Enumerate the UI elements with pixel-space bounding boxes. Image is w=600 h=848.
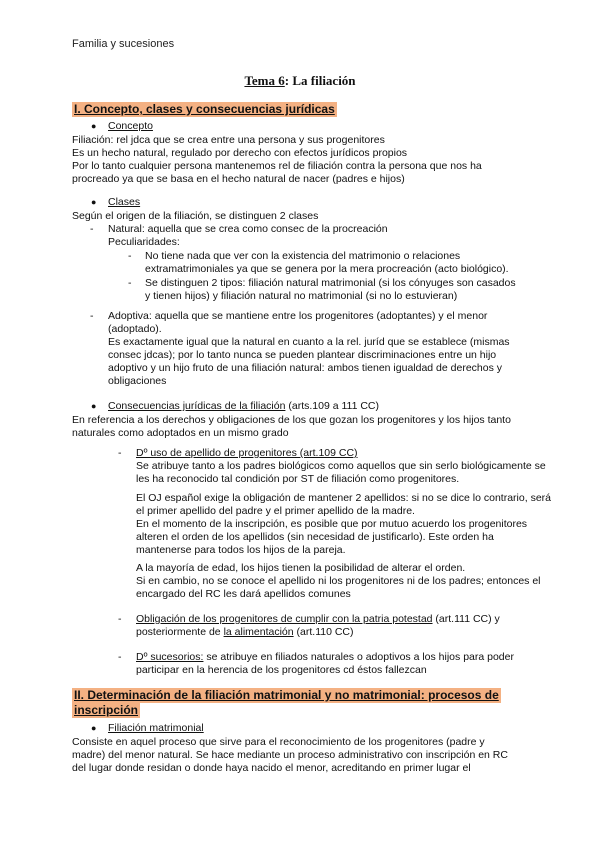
text-line: Según el origen de la filiación, se distinguen 2 clases: [72, 210, 319, 222]
dash-icon: -: [90, 310, 94, 322]
text-line: extramatrimoniales ya que se genera por la mera procreación (acto biológico).: [145, 263, 509, 275]
bullet-dot-icon: ●: [91, 121, 97, 131]
dash-icon: -: [118, 613, 122, 625]
item-obligacion-line1: [136, 613, 500, 626]
dash-icon: -: [128, 250, 132, 262]
text-line: mantenerse para todos los hijos de la pareja.: [136, 544, 346, 556]
consecuencias-underlined: Consecuencias jurídicas de la filiación: [108, 400, 286, 412]
text-line: alteren el orden de los apellidos (sin necesidad de justificarlo). Este orden ha: [136, 531, 494, 543]
bullet-dot-icon: ●: [91, 197, 97, 207]
text-line: Se distinguen 2 tipos: filiación natural matrimonial (si los cónyuges son casados: [145, 277, 516, 289]
sucesorios-underlined: Dº sucesorios:: [136, 651, 204, 663]
page-title: [0, 73, 600, 89]
obligacion-article: (art.111 CC) y: [432, 613, 500, 625]
text-line: Peculiaridades:: [108, 236, 180, 248]
text-line: encargado del RC les dará apellidos comunes: [136, 588, 351, 600]
text-line: Adoptiva: aquella que se mantiene entre los progenitores (adoptantes) y el menor: [108, 310, 488, 322]
text-line: del lugar donde residan o donde haya nacido el menor, acreditando en primer lugar el: [72, 762, 471, 774]
text-line: adoptivo y un hijo fruto de una filiación natural: ambos tienen igualdad de derechos y: [108, 362, 503, 374]
text-line: Filiación: rel jdca que se crea entre una persona y sus progenitores: [72, 134, 385, 146]
text-line: No tiene nada que ver con la existencia del matrimonio o relaciones: [145, 250, 461, 262]
text-line: obligaciones: [108, 375, 167, 387]
dash-icon: -: [128, 277, 132, 289]
text-line: madre) del menor natural. Se hace mediante un proceso administrativo con inscripción en RC: [72, 749, 508, 761]
subheading-consecuencias: [108, 400, 379, 413]
text-line: consec jdcas); por lo tanto nunca se pueden plantear discriminaciones entre un hijo: [108, 349, 497, 361]
section-heading-2-cont: inscripción: [74, 703, 139, 717]
text-line: En el momento de la inscripción, es posible que por mutuo acuerdo los progenitores: [136, 518, 528, 530]
dash-icon: -: [118, 651, 122, 663]
text-line: Se atribuye tanto a los padres biológicos como aquellos que sin serlo biológicamente se: [136, 460, 546, 472]
text-line: Natural: aquella que se crea como consec de la procreación: [108, 223, 388, 235]
title-rest: : La filiación: [284, 73, 356, 88]
title-tema: Tema 6: [244, 73, 285, 88]
section-heading-2: II. Determinación de la filiación matrimonial y no matrimonial: procesos de: [74, 688, 499, 702]
text-line: Consiste en aquel proceso que sirve para el reconocimiento de los progenitores (padre y: [72, 736, 485, 748]
text-line: naturales como adoptados en un mismo grado: [72, 427, 289, 439]
subheading-clases: Clases: [108, 196, 141, 208]
text-line: El OJ español exige la obligación de mantener 2 apellidos: si no se dice lo contrario, será: [136, 492, 551, 504]
obligacion-underlined: Obligación de los progenitores de cumplir con la patria potestad: [136, 613, 433, 625]
text-line: (adoptado).: [108, 323, 162, 335]
dash-icon: -: [118, 447, 122, 459]
section-heading-1: I. Concepto, clases y consecuencias jurídicas: [74, 102, 335, 116]
alimentacion-underlined: la alimentación: [223, 626, 294, 638]
alimentacion-article: (art.110 CC): [293, 626, 354, 638]
bullet-dot-icon: ●: [91, 401, 97, 411]
bullet-dot-icon: ●: [91, 723, 97, 733]
item-obligacion-line2: [136, 626, 354, 639]
text-line: participar en la herencia de los progenitores cd éstos fallezcan: [136, 664, 427, 676]
item-heading-apellido: Dº uso de apellido de progenitores (art.109 CC): [136, 447, 358, 459]
consecuencias-articles: (arts.109 a 111 CC): [285, 400, 380, 412]
sucesorios-text: se atribuye en filiados naturales o adoptivos a los hijos para poder: [203, 651, 514, 663]
text-line: Es exactamente igual que la natural en cuanto a la rel. juríd que se establece (mismas: [108, 336, 510, 348]
text-line: En referencia a los derechos y obligaciones de los que gozan los progenitores y los hijos tanto: [72, 414, 511, 426]
subheading-filiacion-matrimonial: Filiación matrimonial: [108, 722, 204, 734]
dash-icon: -: [90, 223, 94, 235]
text-line: y tienen hijos) y filiación natural no matrimonial (si no lo estuvieran): [145, 290, 458, 302]
text-line: el primer apellido del padre y el primer apellido de la madre.: [136, 505, 415, 517]
text-line: les ha reconocido tal condición por ST de filiación como progenitores.: [136, 473, 460, 485]
subheading-concepto: Concepto: [108, 120, 153, 132]
text-line: Si en cambio, no se conoce el apellido ni los progenitores ni de los padres; entonces el: [136, 575, 541, 587]
page-header: Familia y sucesiones: [72, 38, 175, 50]
text-line: A la mayoría de edad, los hijos tienen la posibilidad de alterar el orden.: [136, 562, 466, 574]
text-line: Por lo tanto cualquier persona mantenemos rel de filiación contra la persona que nos ha: [72, 160, 482, 172]
obligacion-text: posteriormente de: [136, 626, 224, 638]
text-line: procreado ya que se basa en el hecho natural de nacer (padres e hijos): [72, 173, 405, 185]
text-line: Es un hecho natural, regulado por derecho con efectos jurídicos propios: [72, 147, 408, 159]
item-sucesorios-line1: [136, 651, 514, 664]
